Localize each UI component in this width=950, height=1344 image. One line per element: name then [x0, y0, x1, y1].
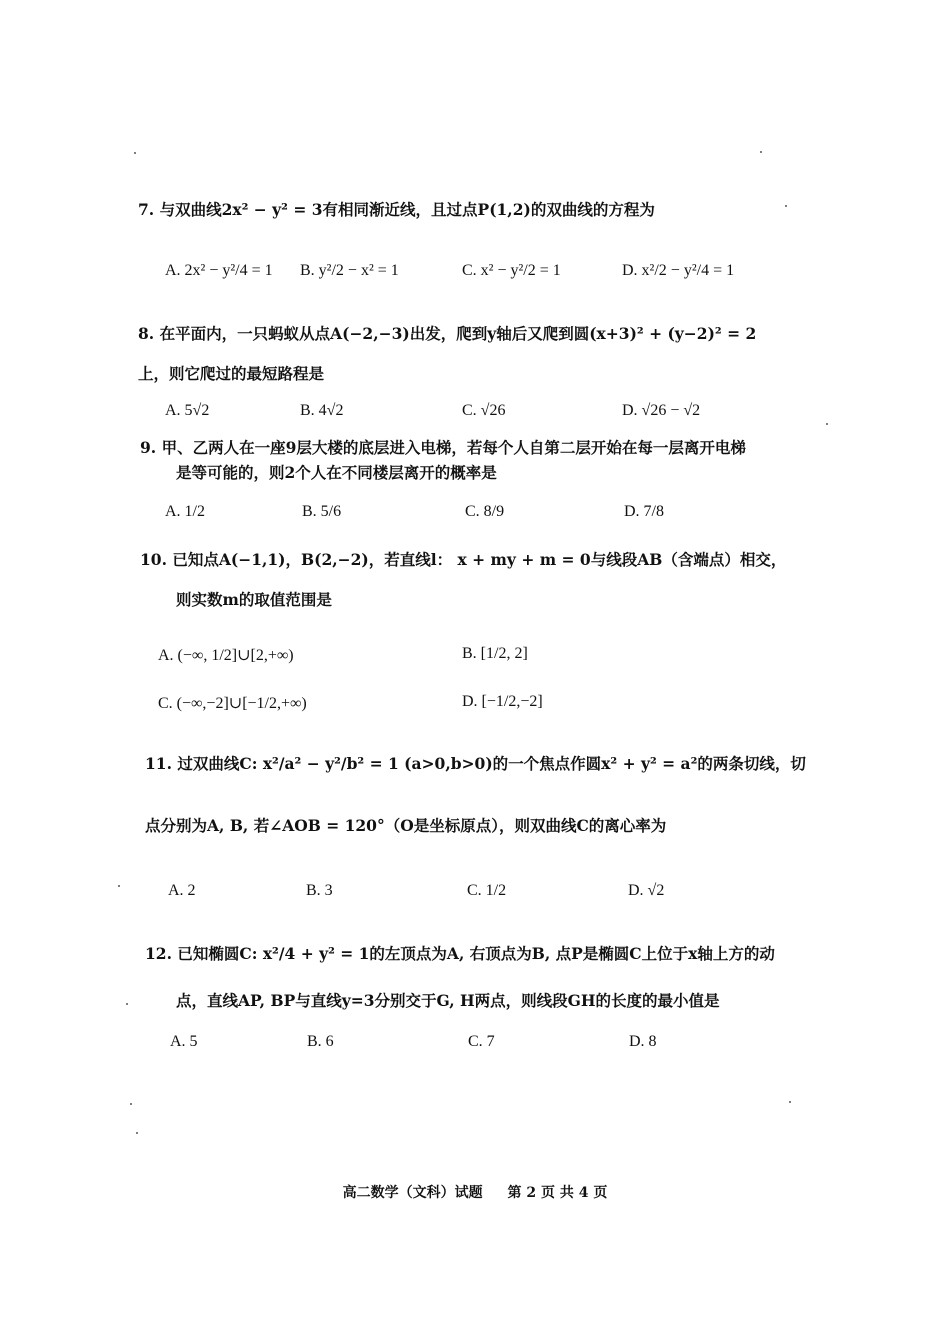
- question-9-option-a: A. 1/2: [165, 503, 205, 520]
- question-10-option-c: C. (−∞,−2]∪[−1/2,+∞): [158, 695, 307, 712]
- question-11-option-d: D. √2: [628, 882, 665, 899]
- question-7-option-b: B. y²/2 − x² = 1: [300, 262, 399, 279]
- question-9-stem-line-2: 是等可能的，则2个人在不同楼层离开的概率是: [176, 463, 497, 482]
- scan-speck: [134, 152, 136, 154]
- question-12-option-d: D. 8: [629, 1033, 657, 1050]
- question-11-option-a: A. 2: [168, 882, 196, 899]
- question-8-stem-line-1: 8. 在平面内，一只蚂蚁从点A(−2,−3)出发，爬到y轴后又爬到圆(x+3)² + (y−2)² = 2: [138, 324, 757, 343]
- question-9-option-c: C. 8/9: [465, 503, 505, 520]
- question-12-stem-line-1: 12. 已知椭圆C: x²/4 + y² = 1的左顶点为A, 右顶点为B, 点P是椭圆C上位于x轴上方的动: [145, 944, 775, 963]
- question-10-stem-line-2: 则实数m的取值范围是: [176, 590, 332, 609]
- question-11-option-b: B. 3: [306, 882, 333, 899]
- question-9-option-b: B. 5/6: [302, 503, 342, 520]
- scan-speck: [789, 1101, 791, 1103]
- page-footer: [0, 1182, 950, 1202]
- question-12-option-a: A. 5: [170, 1033, 198, 1050]
- question-7-option-a: A. 2x² − y²/4 = 1: [165, 262, 273, 279]
- footer-page-number: 第 2 页 共 4 页: [507, 1185, 608, 1201]
- question-9-stem-line-1: 9. 甲、乙两人在一座9层大楼的底层进入电梯，若每个人自第二层开始在每一层离开电梯: [140, 438, 746, 457]
- scan-speck: [826, 423, 828, 425]
- question-11-option-c: C. 1/2: [467, 882, 507, 899]
- question-10-option-a: A. (−∞, 1/2]∪[2,+∞): [158, 647, 294, 664]
- question-7-option-c: C. x² − y²/2 = 1: [462, 262, 561, 279]
- question-9-option-d: D. 7/8: [624, 503, 664, 520]
- question-8-option-c: C. √26: [462, 402, 506, 419]
- scan-speck: [130, 1103, 132, 1105]
- question-11-stem-line-2: 点分别为A, B, 若∠AOB = 120°（O是坐标原点），则双曲线C的离心率为: [145, 816, 667, 835]
- question-8-option-b: B. 4√2: [300, 402, 344, 419]
- question-12-stem-line-2: 点，直线AP, BP与直线y=3分别交于G, H两点，则线段GH的长度的最小值是: [176, 991, 720, 1010]
- footer-subject: 高二数学（文科）试题: [342, 1185, 483, 1201]
- question-10-stem-line-1: 10. 已知点A(−1,1)，B(2,−2)，若直线l： x + my + m = 0与线段AB（含端点）相交，: [140, 550, 787, 569]
- question-8-option-d: D. √26 − √2: [622, 402, 701, 419]
- question-12-option-c: C. 7: [468, 1033, 495, 1050]
- question-7-option-d: D. x²/2 − y²/4 = 1: [622, 262, 735, 279]
- question-11-stem-line-1: 11. 过双曲线C: x²/a² − y²/b² = 1 (a>0,b>0)的一个焦点作圆x² + y² = a²的两条切线，切: [145, 754, 806, 773]
- question-7-stem: 7. 与双曲线2x² − y² = 3有相同渐近线，且过点P(1,2)的双曲线的方程为: [138, 200, 655, 219]
- question-10-option-b: B. [1/2, 2]: [462, 645, 528, 662]
- question-8-stem-line-2: 上，则它爬过的最短路程是: [138, 364, 325, 383]
- scan-speck: [785, 205, 787, 207]
- question-8-option-a: A. 5√2: [165, 402, 210, 419]
- question-12-option-b: B. 6: [307, 1033, 334, 1050]
- scan-speck: [118, 885, 120, 887]
- scan-speck: [760, 151, 762, 153]
- question-10-option-d: D. [−1/2,−2]: [462, 693, 543, 710]
- scan-speck: [136, 1132, 138, 1134]
- scan-speck: [126, 1003, 128, 1005]
